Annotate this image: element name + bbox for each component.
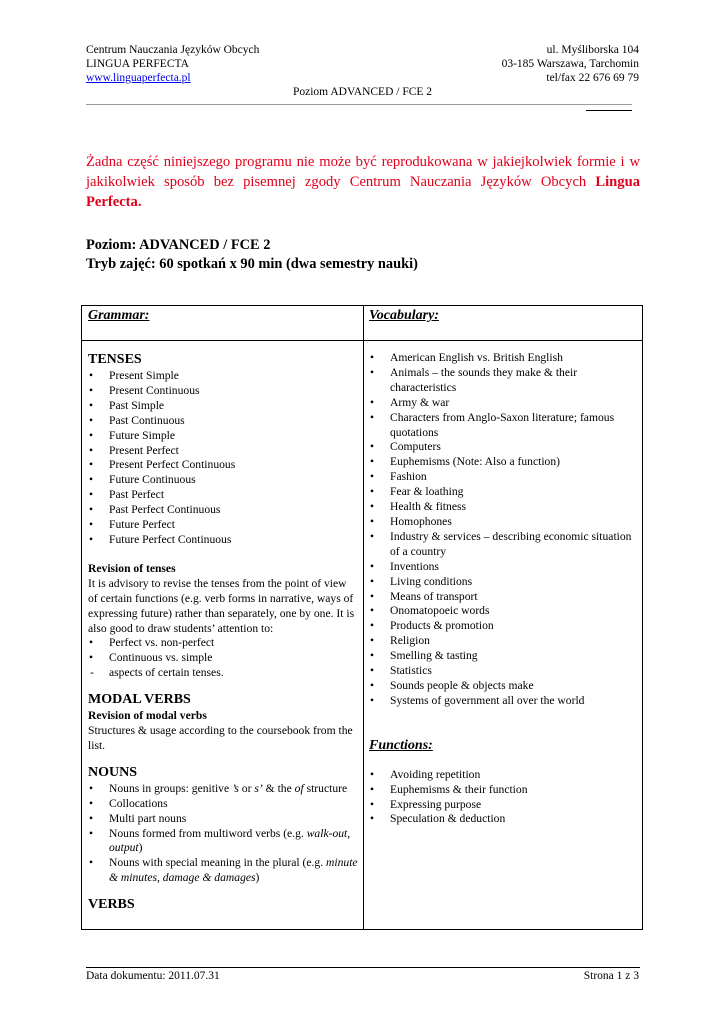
school-name: Centrum Nauczania Języków Obcych <box>86 44 260 56</box>
list-item: • Statistics <box>369 664 639 679</box>
list-item: • Expressing purpose <box>369 798 639 813</box>
list-item: • Means of transport <box>369 590 639 605</box>
header-left <box>86 43 259 85</box>
list-item: • Euphemisms & their function <box>369 783 639 798</box>
level-schedule: Tryb zajęć: 60 spotkań x 90 min (dwa semestry nauki) <box>86 256 418 272</box>
header-divider <box>86 104 632 105</box>
tenses-title: TENSES <box>88 352 142 367</box>
list-item: • Past Perfect <box>88 488 358 503</box>
list-item: • Onomatopoeic words <box>369 604 639 619</box>
address-street: ul. Myśliborska 104 <box>546 44 639 56</box>
notice-text: Żadna część niniejszego programu nie może być reprodukowana w jakiejkolwiek formie i w jakikolwiek sposób bez pisemnej zgody Centrum Nauczania Języków Obcych <box>86 154 640 190</box>
list-item: • Fashion <box>369 470 639 485</box>
list-item: • Future Perfect <box>88 518 358 533</box>
school-brand: LINGUA PERFECTA <box>86 58 189 70</box>
header-right <box>502 43 639 85</box>
list-item: • Products & promotion <box>369 619 639 634</box>
list-item: • Inventions <box>369 560 639 575</box>
level-title: Poziom: ADVANCED / FCE 2 <box>86 237 271 253</box>
tenses-list <box>88 369 358 548</box>
list-item: • Past Perfect Continuous <box>88 503 358 518</box>
list-item: • Fear & loathing <box>369 485 639 500</box>
footer-divider <box>86 967 640 968</box>
nouns-title: NOUNS <box>88 764 138 780</box>
list-item: • Euphemisms (Note: Also a function) <box>369 455 639 470</box>
column-divider <box>363 306 364 929</box>
list-item: • Present Continuous <box>88 384 358 399</box>
modal-verbs-text: Structures & usage according to the coursebook from the list. <box>88 724 353 752</box>
vocabulary-list <box>369 351 639 709</box>
list-item: • Past Continuous <box>88 414 358 429</box>
page-number: Strona 1 z 3 <box>583 970 639 982</box>
list-item: • Perfect vs. non-perfect <box>88 636 358 651</box>
list-item: • Characters from Anglo-Saxon literature; famous quotations <box>369 411 639 441</box>
vocabulary-column <box>369 351 639 827</box>
list-item: • Future Perfect Continuous <box>88 533 358 548</box>
address-city: 03-185 Warszawa, Tarchomin <box>501 58 639 70</box>
functions-heading: Functions: <box>369 737 433 753</box>
syllabus-table <box>81 305 643 930</box>
list-item: • Present Perfect <box>88 444 358 459</box>
header-level: Poziom ADVANCED / FCE 2 <box>292 86 433 98</box>
course-level <box>86 236 418 274</box>
list-item: - aspects of certain tenses. <box>88 666 358 681</box>
copyright-notice <box>86 152 640 212</box>
header-divider-accent <box>586 110 632 111</box>
list-item: • Army & war <box>369 396 639 411</box>
functions-list <box>369 768 639 828</box>
header-row-divider <box>82 340 642 341</box>
list-item: • Homophones <box>369 515 639 530</box>
revision-list <box>88 636 358 666</box>
revision-tenses-text: It is advisory to revise the tenses from the point of view of certain functions (e.g. verb forms in narrative, ways of expressing future) rather than separately, one by one. It is also good to draw students’ attention to: <box>88 576 355 635</box>
modal-verbs-sub: Revision of modal verbs <box>88 709 207 723</box>
list-item: • Past Simple <box>88 399 358 414</box>
phone-fax: tel/fax 22 676 69 79 <box>546 72 639 84</box>
list-item: • Avoiding repetition <box>369 768 639 783</box>
grammar-column <box>88 351 358 914</box>
list-item: • Systems of government all over the world <box>369 694 639 709</box>
list-item: • Living conditions <box>369 575 639 590</box>
list-item: • Nouns formed from multiword verbs (e.g. walk-out, output) <box>88 827 358 857</box>
list-item: • Future Simple <box>88 429 358 444</box>
list-item: • Smelling & tasting <box>369 649 639 664</box>
list-item: • Sounds people & objects make <box>369 679 639 694</box>
list-item: • Nouns with special meaning in the plural (e.g. minute & minutes, damage & damages) <box>88 856 358 886</box>
list-item: • Nouns in groups: genitive ’s or s’ & the of structure <box>88 782 358 797</box>
grammar-heading: Grammar: <box>88 308 150 323</box>
nouns-list <box>88 782 358 886</box>
list-item: • Present Perfect Continuous <box>88 458 358 473</box>
list-item: • Religion <box>369 634 639 649</box>
list-item: • Health & fitness <box>369 500 639 515</box>
list-item: • Future Continuous <box>88 473 358 488</box>
list-item: • Collocations <box>88 797 358 812</box>
modal-verbs-title: MODAL VERBS <box>88 692 191 708</box>
vocabulary-heading: Vocabulary: <box>369 308 439 323</box>
revision-tenses-title: Revision of tenses <box>88 561 176 575</box>
list-item: • Computers <box>369 440 639 455</box>
list-item: • Speculation & deduction <box>369 812 639 827</box>
list-item: • Continuous vs. simple <box>88 651 358 666</box>
list-item: • Industry & services – describing economic situation of a country <box>369 530 639 560</box>
verbs-title: VERBS <box>88 897 135 913</box>
list-item: • Multi part nouns <box>88 812 358 827</box>
document-date: Data dokumentu: 2011.07.31 <box>86 970 220 982</box>
list-item: • Animals – the sounds they make & their characteristics <box>369 366 639 396</box>
website-link[interactable]: www.linguaperfecta.pl <box>86 72 191 84</box>
revision-dash-list <box>88 666 358 681</box>
list-item: • American English vs. British English <box>369 351 639 366</box>
list-item: • Present Simple <box>88 369 358 384</box>
notice-brand: Lingua Perfecta. <box>86 174 640 210</box>
